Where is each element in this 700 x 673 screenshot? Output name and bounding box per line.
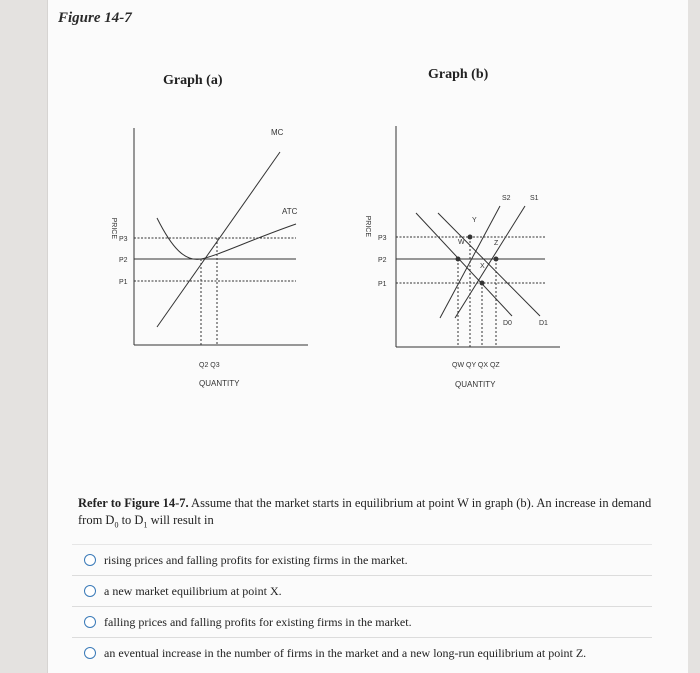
point-z <box>494 257 499 262</box>
question-suffix: will result in <box>147 513 214 527</box>
graph-b <box>364 126 560 389</box>
graph-b-title: Graph (b) <box>428 67 489 82</box>
graph-b-p2-label: P2 <box>378 257 387 264</box>
graph-b-p1-label: P1 <box>378 281 387 288</box>
point-y-label: Y <box>472 217 477 224</box>
atc-curve <box>157 218 296 259</box>
graph-a-p3-label: P3 <box>119 236 128 243</box>
atc-label: ATC <box>282 207 298 216</box>
graph-a <box>110 128 308 388</box>
graph-b-price-axis-label: PRICE <box>364 215 371 237</box>
question-prefix: Refer to Figure 14-7. <box>78 496 189 510</box>
graph-a-p1-label: P1 <box>119 279 128 286</box>
answer-option-label: rising prices and falling profits for existing firms in the market. <box>104 552 408 567</box>
s1-label: S1 <box>530 195 539 202</box>
graph-b-x-axis-label: QUANTITY <box>455 380 496 389</box>
mc-curve <box>157 152 280 327</box>
answer-option-label: an eventual increase in the number of firms in the market and a new long-run equilibrium at point Z. <box>104 645 587 660</box>
supply-s1 <box>455 206 525 318</box>
s2-label: S2 <box>502 195 511 202</box>
d1-label: D1 <box>539 320 548 327</box>
point-x <box>480 281 485 286</box>
d0-label: D0 <box>503 320 512 327</box>
radio-button[interactable] <box>84 585 96 597</box>
answer-options <box>72 544 652 668</box>
question-body: Assume that the market starts in equilibrium at point W in graph (b). An increase in demand from D <box>78 496 652 527</box>
question-sub-0: 0 <box>114 520 119 530</box>
answer-option[interactable] <box>72 637 652 668</box>
answer-option-label: a new market equilibrium at point X. <box>104 583 282 598</box>
point-w-label: W <box>458 239 465 246</box>
point-w <box>456 257 461 262</box>
radio-button[interactable] <box>84 647 96 659</box>
answer-option[interactable] <box>72 606 652 637</box>
radio-button[interactable] <box>84 616 96 628</box>
radio-button[interactable] <box>84 554 96 566</box>
graph-b-p3-label: P3 <box>378 235 387 242</box>
point-y <box>468 235 473 240</box>
question-mid: to D <box>118 513 144 527</box>
question-sub-1: 1 <box>143 520 148 530</box>
graph-b-quantity-labels: QW QY QX QZ <box>452 362 500 369</box>
answer-option-label: falling prices and falling profits for existing firms in the market. <box>104 614 412 629</box>
point-z-label: Z <box>494 240 499 247</box>
point-x-label: X <box>480 263 485 270</box>
graph-a-quantity-labels: Q2 Q3 <box>199 362 220 369</box>
graph-a-title: Graph (a) <box>163 73 223 88</box>
figure-title: Figure 14-7 <box>58 10 132 26</box>
mc-label: MC <box>271 128 284 137</box>
demand-d0 <box>416 213 512 316</box>
graph-a-p2-label: P2 <box>119 257 128 264</box>
question-text <box>78 495 658 534</box>
answer-option[interactable] <box>72 544 652 575</box>
answer-option[interactable] <box>72 575 652 606</box>
graph-a-x-axis-label: QUANTITY <box>199 379 240 388</box>
graph-a-price-axis-label: PRICE <box>110 217 117 239</box>
